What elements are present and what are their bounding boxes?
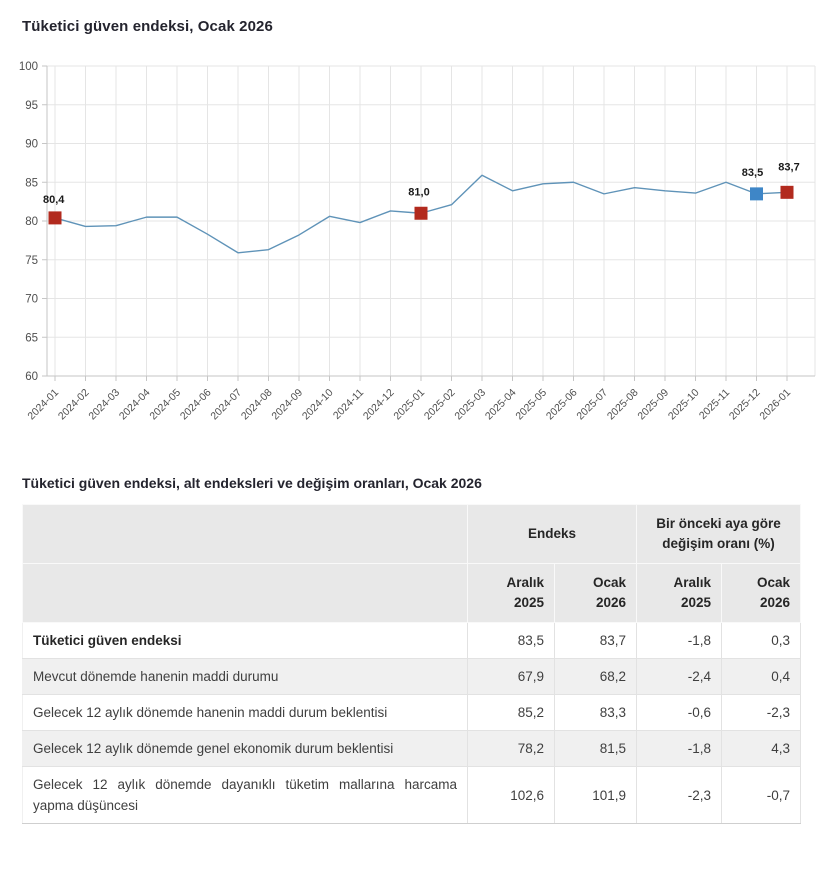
y-tick-label: 75 [25,254,38,267]
red-square-marker [49,211,62,224]
table-row [23,695,801,731]
row-label: Gelecek 12 aylık dönemde dayanıklı tüketim mallarına harcama yapma düşüncesi [23,767,468,824]
table-cell: 81,5 [555,731,637,767]
x-tick-label: 2025-04 [482,386,519,423]
x-tick-label: 2024-08 [238,386,275,423]
table-cell: 0,4 [722,659,801,695]
table-row [23,731,801,767]
data-point-label: 83,5 [741,166,764,179]
consumer-confidence-line-chart [0,51,825,449]
page [0,18,825,874]
page-title: Tüketici güven endeksi, Ocak 2026 [22,18,273,35]
row-label: Tüketici güven endeksi [23,623,468,659]
y-tick-label: 85 [25,177,38,190]
x-tick-label: 2025-10 [665,386,702,423]
table-row [23,659,801,695]
table-cell: 67,9 [468,659,555,695]
x-tick-label: 2024-06 [177,386,214,423]
y-tick-label: 70 [25,293,38,306]
x-tick-label: 2025-07 [574,386,611,423]
table-row [23,623,801,659]
chart-canvas [0,51,825,449]
table-cell: -0,7 [722,767,801,824]
table-subheader-row [23,564,801,623]
col-header: Aralık 2025 [468,564,555,623]
group-header-endeks: Endeks [468,505,637,564]
x-tick-label: 2025-12 [726,386,763,423]
empty-corner-cell [23,564,468,623]
data-point-label: 80,4 [43,193,65,206]
table-cell: 83,3 [555,695,637,731]
table-cell: -1,8 [637,623,722,659]
table-cell: 0,3 [722,623,801,659]
y-tick-label: 65 [25,332,38,345]
table-cell: 102,6 [468,767,555,824]
table-row [23,767,801,824]
x-tick-label: 2024-01 [25,386,62,423]
y-tick-label: 80 [25,216,38,228]
table-cell: -0,6 [637,695,722,731]
x-tick-label: 2025-05 [513,386,550,423]
x-tick-label: 2024-09 [269,386,306,423]
row-label: Gelecek 12 aylık dönemde genel ekonomik durum beklentisi [23,731,468,767]
x-tick-label: 2024-05 [147,386,184,423]
x-tick-label: 2024-11 [330,386,367,422]
x-tick-label: 2025-02 [421,386,458,423]
table-cell: 78,2 [468,731,555,767]
x-tick-label: 2025-08 [604,386,641,423]
y-tick-label: 100 [18,61,38,73]
table-cell: 83,7 [555,623,637,659]
col-header: Ocak 2026 [555,564,637,623]
table-cell: 4,3 [722,731,801,767]
table-cell: -2,3 [722,695,801,731]
table-cell: -2,4 [637,659,722,695]
x-tick-label: 2024-04 [116,386,153,423]
x-tick-label: 2025-11 [696,386,733,422]
y-tick-label: 90 [25,138,38,151]
col-header: Ocak 2026 [722,564,801,623]
row-label: Mevcut dönemde hanenin maddi durumu [23,659,468,695]
table-cell: 83,5 [468,623,555,659]
x-tick-label: 2024-02 [55,386,92,423]
y-tick-label: 60 [25,371,38,383]
group-header-change: Bir önceki aya göre değişim oranı (%) [637,505,801,564]
col-header: Aralık 2025 [637,564,722,623]
x-tick-label: 2024-12 [360,386,397,423]
blue-square-marker [750,187,763,200]
x-tick-label: 2024-07 [208,386,245,423]
row-label: Gelecek 12 aylık dönemde hanenin maddi durum beklentisi [23,695,468,731]
x-tick-label: 2025-06 [543,386,580,423]
x-tick-label: 2025-09 [635,386,672,423]
table-title: Tüketici güven endeksi, alt endeksleri ve değişim oranları, Ocak 2026 [22,475,482,491]
data-point-label: 81,0 [408,186,430,199]
table-cell: -2,3 [637,767,722,824]
table-cell: -1,8 [637,731,722,767]
y-tick-label: 95 [25,99,38,112]
x-tick-label: 2024-10 [299,386,336,423]
table-cell: 85,2 [468,695,555,731]
x-tick-label: 2026-01 [757,386,794,423]
index-table [22,504,801,824]
data-point-label: 83,7 [778,161,800,174]
red-square-marker [415,207,428,220]
table-cell: 68,2 [555,659,637,695]
table-group-header-row [23,505,801,564]
x-tick-label: 2024-03 [86,386,123,423]
x-tick-label: 2025-03 [452,386,489,423]
x-tick-label: 2025-01 [391,386,428,423]
table-cell: 101,9 [555,767,637,824]
red-square-marker [781,186,794,199]
empty-corner-cell [23,505,468,564]
